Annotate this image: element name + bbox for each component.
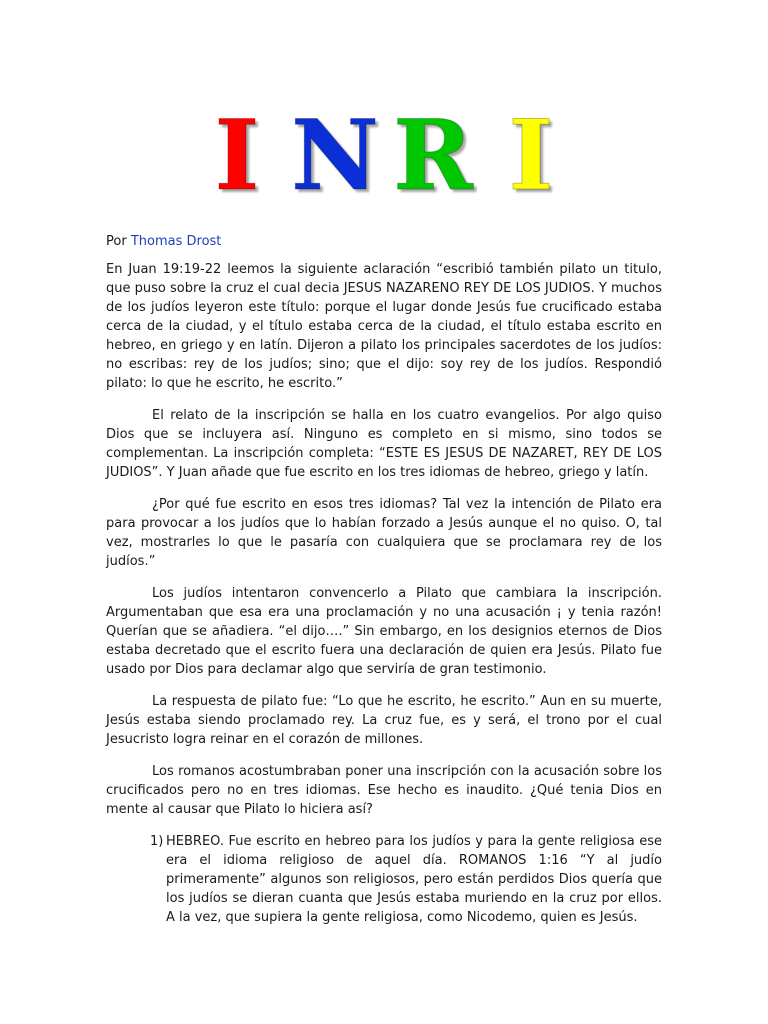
paragraph-1: En Juan 19:19-22 leemos la siguiente aclaración “escribió también pilato un titulo, que puso sobre la cruz el cual decia JESUS NAZARENO REY DE LOS JUDIOS. Y muchos de los judíos leyeron este título: porque el lugar donde Jesús fue crucificado estaba cerca de la ciudad, y el título estaba cerca de la ciudad, el título estaba escrito en hebreo, en griego y en latín. Dijeron a pilato los principales sacerdotes de los judíos: no escribas: rey de los judíos; sino; que el dijo: soy rey de los judíos. Respondió pilato: lo que he escrito, he escrito.”: [106, 262, 662, 391]
paragraph-5: La respuesta de pilato fue: “Lo que he escrito, he escrito.” Aun en su muerte, Jesús estaba siendo proclamado rey. La cruz fue, es y será, el trono por el cual Jesucristo logra reinar en el corazón de millones.: [106, 694, 662, 747]
document-body: [106, 232, 662, 927]
paragraph-3: ¿Por qué fue escrito en esos tres idiomas? Tal vez la intención de Pilato era para provocar a los judíos que lo habían forzado a Jesús aunque el no quiso. O, tal vez, mostrarles lo que le pasaría con cualquiera que se proclamara rey de los judíos.”: [106, 497, 662, 569]
numbered-list: [106, 832, 662, 927]
title-letter-i-2: I: [508, 99, 554, 212]
title-letter-r: R: [393, 99, 473, 212]
list-item-text: HEBREO. Fue escrito en hebreo para los judíos y para la gente religiosa ese era el idioma religioso de aquel día. ROMANOS 1:16 “Y al judío primeramente” algunos son religiosos, pero están perdidos Dios quería que los judíos se dieran cuanta que Jesús estaba muriendo en la cruz por ellos. A la vez, que supiera la gente religiosa, como Nicodemo, quien es Jesús.: [166, 834, 662, 925]
author-name: Thomas Drost: [130, 234, 222, 249]
author-prefix: Por: [106, 234, 127, 249]
paragraph-6: Los romanos acostumbraban poner una inscripción con la acusación sobre los crucificados pero no en tres idiomas. Ese hecho es inaudito. ¿Qué tenia Dios en mente al causar que Pilato lo hiciera así?: [106, 764, 662, 817]
title-letter-i: I: [214, 99, 260, 212]
paragraph-2: El relato de la inscripción se halla en los cuatro evangelios. Por algo quiso Dios que se incluyera así. Ninguno es completo en si mismo, sino todos se complementan. La inscripción completa: “ESTE ES JESUS DE NAZARET, REY DE LOS JUDIOS”. Y Juan añade que fue escrito en los tres idiomas de hebreo, griego y latín.: [106, 408, 662, 480]
title-letter-n: N: [291, 99, 379, 212]
list-item: [150, 832, 662, 927]
author-line: [106, 232, 662, 251]
paragraph-4: Los judíos intentaron convencerlo a Pilato que cambiara la inscripción. Argumentaban que esa era una proclamación y no una acusación ¡ y tenia razón! Querían que se añadiera. “el dijo….” Sin embargo, en los designios eternos de Dios estaba decretado que el escrito fuera una declaración de quien era Jesús. Pilato fue usado por Dios para declamar algo que serviría de gran testimonio.: [106, 586, 662, 677]
document-title: [0, 99, 768, 212]
list-item-number: 1): [150, 834, 164, 849]
